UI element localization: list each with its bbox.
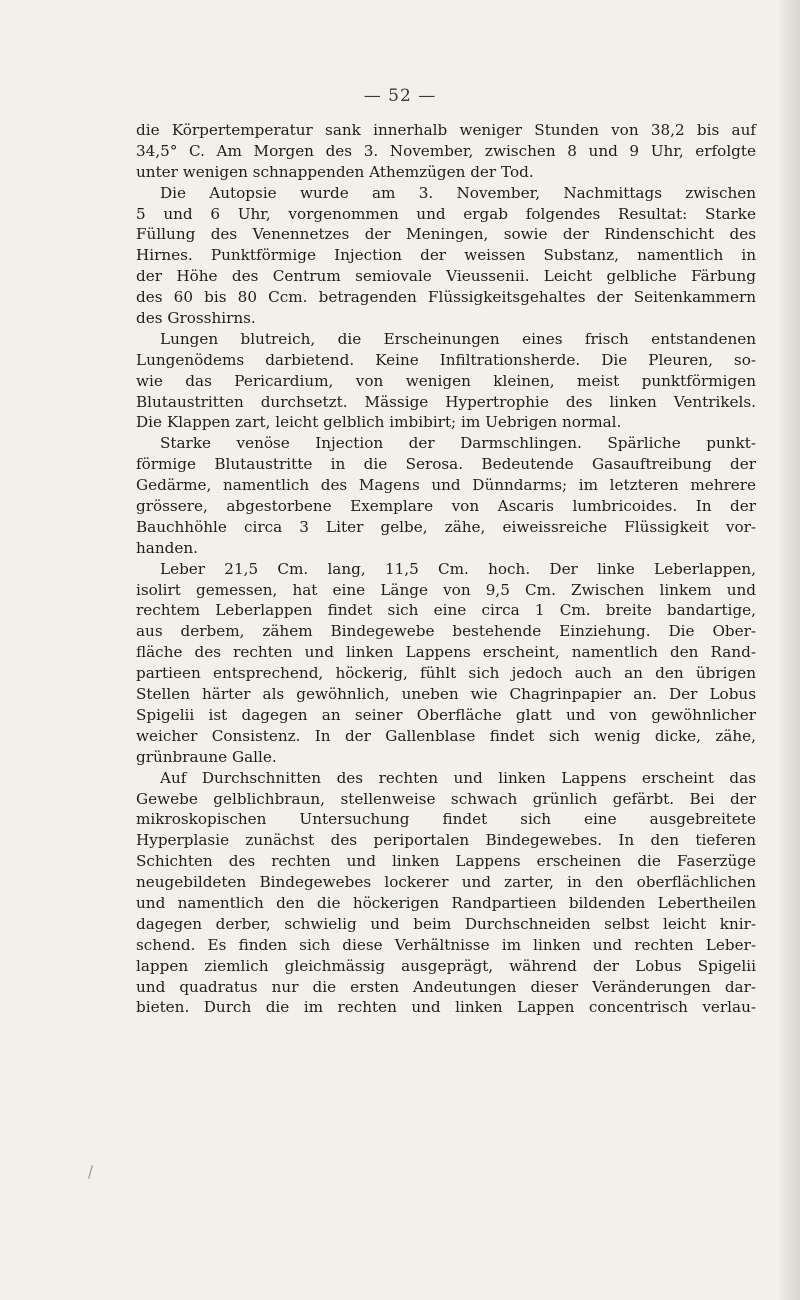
text-line: bieten. Durch die im rechten und linken Lappen concentrisch verlau- [136, 998, 756, 1017]
text-line: Leber 21,5 Cm. lang, 11,5 Cm. hoch. Der linke Leberlappen, [160, 559, 756, 578]
text-line: mikroskopischen Untersuchung findet sich eine ausgebreitete [136, 810, 756, 829]
text-line: Starke venöse Injection der Darmschlingen. Spärliche punkt- [160, 434, 756, 453]
page-number: — 52 — [363, 86, 437, 106]
text-line: und namentlich den die höckerigen Randpartieen bildenden Lebertheilen [136, 893, 756, 912]
text-line: grössere, abgestorbene Exemplare von Ascaris lumbricoides. In der [136, 497, 756, 516]
text-line: die Körpertemperatur sank innerhalb weniger Stunden von 38,2 bis auf [136, 121, 756, 139]
text-line: Hirnes. Punktförmige Injection der weissen Substanz, namentlich in [136, 246, 756, 265]
text-line: schend. Es finden sich diese Verhältnisse im linken und rechten Leber- [136, 935, 756, 954]
margin-pencil-mark [88, 1165, 93, 1179]
text-line: des 60 bis 80 Ccm. betragenden Flüssigkeitsgehaltes der Seitenkammern [136, 288, 756, 307]
text-line: Die Autopsie wurde am 3. November, Nachmittags zwischen [160, 183, 756, 202]
text-line: der Höhe des Centrum semiovale Vieussenii. Leicht gelbliche Färbung [136, 267, 756, 286]
text-line: Lungenödems darbietend. Keine Infiltrationsherde. Die Pleuren, so- [136, 350, 756, 369]
text-line: aus derbem, zähem Bindegewebe bestehende Einziehung. Die Ober- [136, 622, 756, 641]
text-line: 5 und 6 Uhr, vorgenommen und ergab folgendes Resultat: Starke [136, 204, 756, 223]
text-line: handen. [136, 538, 198, 557]
text-line: dagegen derber, schwielig und beim Durchschneiden selbst leicht knir- [136, 914, 756, 933]
text-line: Spigelii ist dagegen an seiner Oberfläche glatt und von gewöhnlicher [136, 705, 756, 724]
page-edge-shadow [778, 0, 800, 1300]
text-line: neugebildeten Bindegewebes lockerer und zarter, in den oberflächlichen [136, 873, 756, 892]
text-line: förmige Blutaustritte in die Serosa. Bedeutende Gasauftreibung der [136, 455, 756, 474]
text-line: Füllung des Venennetzes der Meningen, sowie der Rindenschicht des [136, 225, 756, 244]
text-line: weicher Consistenz. In der Gallenblase findet sich wenig dicke, zähe, [136, 726, 756, 745]
text-line: unter wenigen schnappenden Athemzügen der Tod. [136, 162, 534, 181]
text-line: des Grosshirns. [136, 309, 256, 328]
text-line: Auf Durchschnitten des rechten und linken Lappens erscheint das [160, 768, 756, 787]
text-line: Die Klappen zart, leicht gelblich imbibirt; im Uebrigen normal. [136, 413, 622, 432]
text-line: rechtem Leberlappen findet sich eine circa 1 Cm. breite bandartige, [136, 601, 756, 620]
text-line: Gedärme, namentlich des Magens und Dünndarms; im letzteren mehrere [136, 476, 756, 495]
text-line: isolirt gemessen, hat eine Länge von 9,5 Cm. Zwischen linkem und [136, 580, 756, 599]
text-line: 34,5° C. Am Morgen des 3. November, zwischen 8 und 9 Uhr, erfolgte [136, 141, 756, 160]
text-line: lappen ziemlich gleichmässig ausgeprägt, während der Lobus Spigelii [136, 956, 756, 975]
text-line: Gewebe gelblichbraun, stellenweise schwach grünlich gefärbt. Bei der [136, 789, 756, 808]
text-line: Blutaustritten durchsetzt. Mässige Hypertrophie des linken Ventrikels. [136, 392, 756, 411]
text-line: Bauchhöhle circa 3 Liter gelbe, zähe, eiweissreiche Flüssigkeit vor- [136, 517, 756, 536]
text-line: wie das Pericardium, von wenigen kleinen, meist punktförmigen [136, 371, 756, 390]
text-line: Lungen blutreich, die Erscheinungen eines frisch entstandenen [160, 329, 756, 348]
text-line: grünbraune Galle. [136, 747, 277, 766]
body-text [136, 120, 756, 1018]
text-line: Stellen härter als gewöhnlich, uneben wie Chagrinpapier an. Der Lobus [136, 685, 756, 704]
text-line: Hyperplasie zunächst des periportalen Bindegewebes. In den tieferen [136, 831, 756, 850]
text-line: partieen entsprechend, höckerig, fühlt sich jedoch auch an den übrigen [136, 664, 756, 683]
text-line: Schichten des rechten und linken Lappens erscheinen die Faserzüge [136, 852, 756, 871]
text-line: fläche des rechten und linken Lappens erscheint, namentlich den Rand- [136, 643, 756, 662]
text-line: und quadratus nur die ersten Andeutungen dieser Veränderungen dar- [136, 977, 756, 996]
